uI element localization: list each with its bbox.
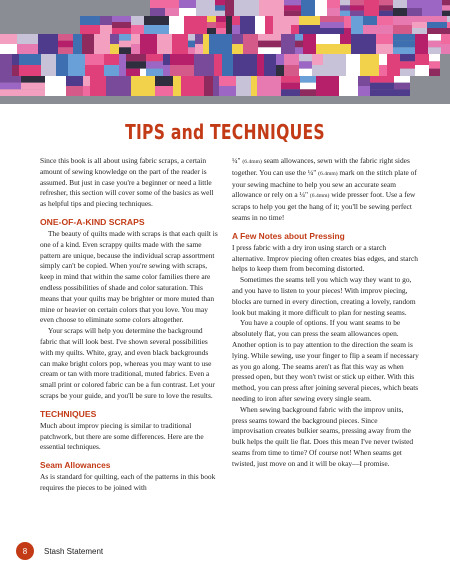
- quilt-patch: [379, 0, 393, 5]
- quilt-patch: [131, 25, 144, 34]
- quilt-patch: [56, 54, 68, 76]
- quilt-patch: [204, 76, 213, 96]
- quilt-patch: [83, 86, 90, 96]
- quilt-patch: [350, 0, 364, 5]
- section-heading-scraps: ONE-OF-A-KIND SCRAPS: [40, 216, 145, 227]
- quilt-patch: [299, 54, 312, 61]
- quilt-patch: [394, 76, 410, 83]
- quilt-patch: [188, 47, 195, 54]
- quilt-patch: [157, 34, 172, 54]
- quilt-patch: [181, 86, 204, 96]
- quilt-patch: [316, 76, 339, 96]
- quilt-patch: [350, 5, 364, 10]
- quilt-patch: [215, 11, 225, 16]
- quilt-patch: [232, 44, 243, 54]
- quilt-patch: [179, 0, 196, 8]
- quilt-patch: [393, 25, 412, 34]
- quilt-patch: [429, 61, 440, 68]
- quilt-patch: [394, 89, 410, 96]
- quilt-patch: [257, 54, 264, 76]
- paragraph: When sewing background fabric with the improv units, press seams toward the background pieces. Since improvisation creates bulkier seams, pressing away from the bulk helps the quilt lie flat. Does this mean I've never twisted seams from time to time? Of course not! When seams get twisted, just move on and it will be okay—I promise.: [232, 404, 414, 468]
- quilt-patch: [379, 11, 393, 16]
- quilt-patch: [327, 0, 340, 8]
- quilt-patch: [276, 54, 284, 65]
- quilt-patch: [303, 34, 316, 54]
- quilt-patch: [240, 16, 255, 34]
- quilt-patch: [82, 34, 94, 54]
- quilt-patch: [281, 83, 300, 90]
- quilt-patch: [379, 5, 393, 10]
- quilt-patch: [165, 8, 179, 16]
- quilt-patch: [412, 16, 427, 22]
- quilt-patch: [19, 65, 41, 76]
- quilt-patch: [400, 54, 415, 61]
- quilt-patch: [400, 61, 415, 68]
- quilt-patch: [232, 34, 243, 44]
- quilt-patch: [146, 61, 163, 68]
- quilt-patch: [126, 61, 140, 68]
- quilt-patch: [0, 44, 17, 54]
- quilt-patch: [281, 89, 300, 96]
- quilt-patch: [207, 16, 216, 22]
- quilt-patch: [442, 0, 450, 5]
- quilt-patch: [300, 89, 316, 96]
- quilt-patch: [273, 16, 291, 34]
- paragraph: The beauty of quilts made with scraps is that each quilt is one of a kind. Even scrappy quilts made with the same pattern are unique, because the individual scrap assortment simply can't be copied. When you're sewing with scraps, keep in mind that within the same color families there are endless possibilities of shade and color saturation. This means that your quilts may be brighter or more muted than mine or heavier on certain colors that you love. You may even choose to eliminate some colors altogether.: [40, 228, 218, 325]
- quilt-patch: [233, 54, 257, 76]
- quilt-patch: [131, 44, 140, 54]
- quilt-patch: [179, 8, 196, 16]
- page-number: 8: [16, 542, 34, 560]
- quilt-patch: [21, 76, 45, 83]
- quilt-patch: [66, 86, 83, 96]
- quilt-patch: [363, 16, 377, 25]
- quilt-patch: [327, 8, 340, 16]
- quilt-patch: [393, 41, 415, 48]
- quilt-patch: [85, 65, 104, 76]
- quilt-patch: [119, 47, 131, 54]
- quilt-patch: [360, 54, 379, 76]
- quilt-patch: [58, 41, 73, 48]
- quilt-patch: [131, 76, 155, 96]
- quilt-patch: [90, 76, 106, 96]
- quilt-patch: [45, 76, 66, 96]
- quilt-patch: [393, 16, 412, 25]
- quilt-patch: [299, 16, 320, 25]
- quilt-patch: [243, 34, 258, 54]
- quilt-patch: [428, 41, 441, 48]
- quilt-patch: [216, 16, 226, 22]
- book-title: Stash Statement: [44, 546, 104, 556]
- quilt-patch: [58, 47, 73, 54]
- quilt-patch: [300, 83, 316, 90]
- quilt-patch: [232, 25, 240, 34]
- paragraph: You have a couple of options. If you want seams to be absolutely flat, you can press the seam allowances open. Another option is to pay attention to the direction the seam is lying. While sewing, use your finger to flip a seam if necessary as you go along. The seams aren't as flat this way as when pressed open, but they won't twist or stick up either. With this method, you can press after joining several pieces, which beats needing to iron after sewing every single seam.: [232, 318, 419, 403]
- quilt-patch: [376, 34, 393, 44]
- quilt-patch: [351, 16, 363, 34]
- quilt-patch: [393, 34, 415, 41]
- quilt-patch: [173, 76, 181, 96]
- quilt-patch: [112, 22, 131, 28]
- quilt-patch: [126, 54, 140, 61]
- quilt-patch: [363, 25, 377, 34]
- quilt-patch: [394, 83, 410, 90]
- quilt-patch: [295, 34, 303, 41]
- quilt-patch: [415, 65, 429, 76]
- quilt-patch: [295, 41, 303, 48]
- quilt-patch: [427, 28, 447, 34]
- paragraph: Sometimes the seams tell you which way they want to go, and you have to listen to your pieces! With improv piecing, blocks are turned in every direction, creating a lovely, random look but making it more difficult to plan for nesting seams.: [232, 275, 416, 317]
- quilt-patch: [155, 86, 173, 96]
- quilt-patch: [400, 69, 415, 76]
- quilt-patch: [300, 76, 316, 83]
- quilt-patch: [393, 47, 415, 54]
- quilt-patch: [21, 83, 45, 90]
- quilt-patch: [207, 22, 216, 28]
- quilt-patch: [140, 54, 146, 61]
- quilt-patch: [73, 34, 82, 54]
- quilt-patch: [340, 11, 350, 16]
- quilt-patch: [358, 76, 370, 86]
- quilt-patch: [131, 34, 140, 44]
- quilt-patch: [299, 61, 312, 68]
- quilt-patch: [234, 0, 259, 16]
- quilt-patch: [255, 16, 265, 34]
- quilt-patch: [226, 16, 232, 25]
- quilt-patch: [209, 34, 232, 54]
- quilt-patch: [165, 0, 179, 8]
- quilt-patch: [346, 54, 360, 76]
- quilt-patch: [316, 44, 340, 54]
- quilt-patch: [415, 54, 429, 65]
- quilt-patch: [351, 34, 376, 44]
- quilt-patch: [379, 54, 387, 65]
- quilt-patch: [441, 44, 450, 54]
- quilt-patch: [104, 65, 119, 76]
- quilt-patch: [427, 22, 447, 28]
- quilt-patch: [370, 76, 394, 83]
- subheading-pressing: A Few Notes about Pressing: [232, 230, 345, 241]
- quilt-patch: [195, 44, 203, 54]
- quilt-patch: [80, 25, 100, 34]
- quilt-patch: [112, 16, 131, 22]
- quilt-patch: [370, 83, 394, 90]
- quilt-patch: [316, 34, 340, 44]
- paragraph: As is standard for quilting, each of the patterns in this book requires the pieces to be joined with: [40, 472, 216, 492]
- quilt-patch: [219, 86, 236, 96]
- quilt-patch: [291, 16, 299, 25]
- quilt-patch: [265, 16, 273, 34]
- quilt-patch: [12, 65, 19, 76]
- quilt-patch: [295, 47, 303, 54]
- quilt-patch: [58, 34, 73, 41]
- quilt-patch: [251, 76, 257, 86]
- quilt-patch: [170, 65, 194, 76]
- quilt-patch: [140, 69, 146, 76]
- quilt-patch: [344, 16, 351, 22]
- quilt-patch: [225, 0, 234, 16]
- quilt-patch: [320, 16, 344, 22]
- quilt-patch: [126, 69, 140, 76]
- quilt-patch: [194, 54, 214, 76]
- quilt-patch: [232, 16, 240, 25]
- quilt-patch: [222, 54, 233, 65]
- quilt-patch: [442, 11, 450, 16]
- quilt-patch: [415, 34, 428, 54]
- quilt-patch: [66, 76, 83, 86]
- subheading-seam-allowances: Seam Allowances: [40, 460, 111, 471]
- quilt-patch: [155, 76, 173, 86]
- quilt-patch: [215, 0, 225, 5]
- quilt-patch: [377, 25, 393, 34]
- quilt-patch: [172, 34, 188, 54]
- quilt-patch: [358, 86, 370, 96]
- quilt-patch: [412, 22, 427, 28]
- quilt-patch: [364, 0, 379, 16]
- quilt-patch: [276, 65, 284, 76]
- quilt-patch: [407, 0, 422, 8]
- quilt-patch: [429, 54, 440, 61]
- quilt-patch: [19, 54, 41, 65]
- quilt-patch: [163, 54, 170, 65]
- quilt-patch: [258, 41, 281, 48]
- quilt-patch: [17, 44, 38, 54]
- quilt-patch: [207, 28, 216, 34]
- quilt-patch: [422, 0, 442, 16]
- quilt-patch: [264, 54, 276, 76]
- quilt-patch: [100, 25, 112, 34]
- quilt-patch: [312, 54, 323, 65]
- quilt-patch: [68, 54, 85, 76]
- quilt-patch: [83, 76, 90, 86]
- quilt-patch: [0, 76, 21, 83]
- quilt-patch: [312, 65, 323, 76]
- quilt-patch: [412, 28, 427, 34]
- quilt-patch: [340, 44, 351, 54]
- quilt-patch: [350, 11, 364, 16]
- quilt-patch: [259, 0, 284, 16]
- quilt-patch: [85, 54, 104, 65]
- quilt-patch: [320, 28, 344, 34]
- quilt-patch: [110, 34, 119, 44]
- quilt-patch: [340, 0, 350, 5]
- quilt-patch: [144, 25, 169, 34]
- quilt-patch: [407, 8, 422, 16]
- quilt-patch: [291, 25, 299, 34]
- quilt-patch: [119, 34, 131, 41]
- paragraph: Your scraps will help you determine the background fabric that will look best. I've shown several possibilities with my quilts. White, gray, and even black backgrounds can make bright colors pop, whereas you may want to use cream or tan with more traditional, muted fabrics. Even a small print or colored fabric can be a fun contrast. Let your scraps be your guide, and you'll be sure to love the results.: [40, 326, 215, 400]
- quilt-patch: [146, 54, 163, 61]
- quilt-patch: [219, 76, 236, 86]
- quilt-patch: [340, 5, 350, 10]
- quilt-patch: [351, 44, 376, 54]
- quilt-patch: [188, 34, 195, 41]
- quilt-patch: [163, 65, 170, 76]
- quilt-patch: [213, 76, 219, 96]
- quilt-patch: [150, 0, 165, 8]
- quilt-patch: [320, 22, 344, 28]
- quilt-patch: [387, 54, 400, 76]
- quilt-patch: [0, 54, 12, 76]
- quilt-patch: [0, 89, 21, 96]
- quilt-patch: [284, 5, 301, 10]
- quilt-patch: [119, 54, 126, 76]
- quilt-patch: [17, 34, 38, 44]
- section-heading-techniques: TECHNIQUES: [40, 408, 97, 419]
- quilt-patch: [140, 61, 146, 68]
- intro-paragraph: Since this book is all about using fabric scraps, a certain amount of sewing knowledge on the part of the reader is assumed. But just in case you're a beginner or need a little refresher, this section will cover some of the basics as well as helpful tips and piecing techniques.: [40, 156, 214, 209]
- quilt-patch: [188, 41, 195, 48]
- quilt-patch: [140, 34, 157, 54]
- quilt-patchwork-image: [0, 0, 450, 104]
- page-title: TIPS and TECHNIQUES: [125, 120, 325, 144]
- quilt-patch: [301, 0, 315, 16]
- quilt-patch: [94, 34, 110, 54]
- quilt-patch: [236, 76, 251, 96]
- quilt-patch: [284, 0, 301, 5]
- quilt-patch: [215, 5, 225, 10]
- quilt-patch: [258, 47, 281, 54]
- quilt-patch: [112, 28, 131, 34]
- quilt-patch: [203, 34, 209, 54]
- quilt-patch: [393, 8, 407, 16]
- quilt-patch: [214, 54, 222, 76]
- quilt-patch: [216, 28, 226, 34]
- quilt-patch: [429, 69, 440, 76]
- quilt-patch: [284, 11, 301, 16]
- quilt-patch: [427, 16, 447, 22]
- quilt-patch: [284, 54, 299, 65]
- quilt-patch: [370, 89, 394, 96]
- quilt-patch: [281, 76, 300, 83]
- quilt-patch: [170, 54, 194, 65]
- quilt-patch: [131, 16, 144, 25]
- quilt-patch: [258, 34, 281, 41]
- quilt-patch: [80, 16, 100, 25]
- quilt-patch: [41, 54, 56, 76]
- quilt-patch: [150, 8, 165, 16]
- paragraph: ¼" (6.4mm) seam allowances, sewn with the fabric right sides together. You can use the ¼" (6.4mm) mark on the stitch plate of your sewing machine to help you sew an accurate seam allowance or rely on a ¼" (6.4mm) wide presser foot. Use a few scraps to help you get the hang of it; you'll be sewing perfect seams in no time!: [232, 156, 417, 222]
- quilt-patch: [222, 65, 233, 76]
- quilt-patch: [12, 54, 19, 65]
- quilt-patch: [106, 76, 131, 86]
- quilt-patch: [441, 34, 450, 44]
- quilt-patch: [144, 16, 169, 25]
- quilt-patch: [377, 16, 393, 25]
- quilt-patch: [0, 34, 17, 44]
- header-banner-image: [0, 0, 450, 104]
- quilt-patch: [21, 89, 45, 96]
- quilt-patch: [344, 22, 351, 28]
- quilt-patch: [196, 0, 215, 16]
- quilt-patch: [195, 34, 203, 44]
- quilt-patch: [169, 16, 184, 34]
- quilt-patch: [110, 44, 119, 54]
- quilt-patch: [216, 22, 226, 28]
- quilt-patch: [0, 83, 21, 90]
- right-column: [232, 156, 420, 470]
- paragraph: I press fabric with a dry iron using starch or a starch alternative. Improv piecing often creates bias edges, and starch helps to keep them from becoming distorted.: [232, 242, 418, 274]
- quilt-patch: [119, 41, 131, 48]
- quilt-patch: [299, 69, 312, 76]
- quilt-patch: [442, 5, 450, 10]
- quilt-patch: [428, 34, 441, 41]
- quilt-patch: [38, 34, 58, 54]
- quilt-patch: [379, 65, 387, 76]
- quilt-patch: [344, 28, 351, 34]
- paragraph: Much about improv piecing is similar to traditional patchwork, but there are some differences. Here are the essential techniques.: [40, 420, 204, 452]
- quilt-patch: [251, 86, 257, 96]
- quilt-patch: [226, 25, 232, 34]
- quilt-patch: [315, 0, 327, 16]
- quilt-patch: [339, 76, 358, 96]
- quilt-patch: [428, 47, 441, 54]
- quilt-patch: [299, 25, 320, 34]
- page-footer: [16, 541, 103, 561]
- quilt-patch: [257, 76, 281, 96]
- quilt-patch: [100, 16, 112, 25]
- quilt-patch: [106, 86, 131, 96]
- quilt-patch: [146, 69, 163, 76]
- quilt-patch: [376, 44, 393, 54]
- quilt-patch: [104, 54, 119, 65]
- quilt-patch: [340, 34, 351, 44]
- quilt-patch: [181, 76, 204, 86]
- quilt-patch: [323, 54, 346, 76]
- quilt-patch: [284, 65, 299, 76]
- quilt-patch: [184, 16, 207, 34]
- left-column: [40, 156, 220, 494]
- quilt-patch: [393, 0, 407, 8]
- quilt-patch: [281, 34, 295, 54]
